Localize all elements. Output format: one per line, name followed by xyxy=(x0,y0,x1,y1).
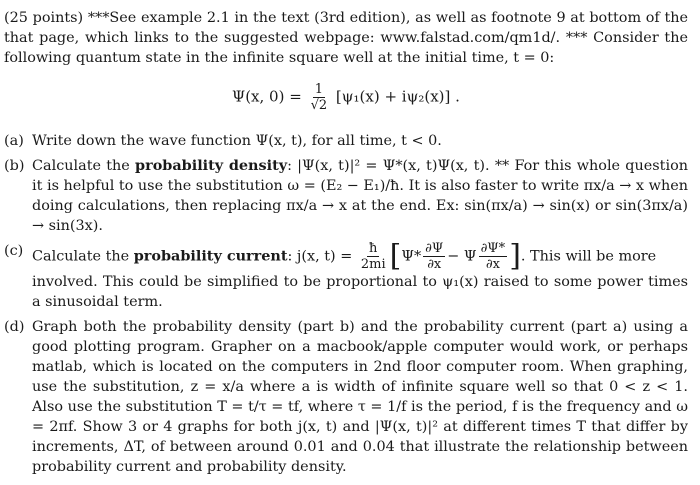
part-a-text: Write down the wave function Ψ(x, t), for all time, t < 0. xyxy=(32,133,442,149)
part-b-pre: Calculate the xyxy=(32,158,136,174)
points-label: (25 points) xyxy=(4,10,84,26)
dpsi-star: ∂Ψ* xyxy=(480,241,506,256)
dx: ∂x xyxy=(427,257,442,272)
dpsi: ∂Ψ xyxy=(425,241,444,256)
intro-text: ***See example 2.1 in the text (3rd edition), as well as footnote 9 at bottom of the that page, which links to the suggested webpage: www.falstad.com/qm1d/. *** Consider the following quantum state in the infinite square well at the initial time, t = 0: xyxy=(4,10,689,66)
part-a xyxy=(4,131,688,151)
part-b-bold: probability density xyxy=(135,157,288,174)
part-c-eq-lhs: : j(x, t) = xyxy=(287,248,353,265)
part-c-equation-line xyxy=(32,238,688,274)
hbar: ħ xyxy=(369,241,378,256)
part-c xyxy=(4,238,688,312)
part-d-label: (d) xyxy=(4,319,25,335)
dpsi-dx-fraction xyxy=(423,241,445,272)
fraction-numerator: 1 xyxy=(314,82,323,97)
part-c-bold: probability current xyxy=(133,247,288,265)
two-mi: 2mi xyxy=(360,257,386,272)
part-c-label: (c) xyxy=(4,243,24,259)
hbar-fraction xyxy=(359,241,388,272)
left-bracket: [ xyxy=(389,238,402,274)
fraction-denominator: √2 xyxy=(310,98,328,113)
right-bracket: ] xyxy=(509,238,521,274)
part-d xyxy=(4,317,688,477)
normalization-fraction xyxy=(309,82,330,113)
part-b xyxy=(4,156,688,236)
dx2: ∂x xyxy=(485,257,500,272)
part-c-text: involved. This could be simplified to be proportional to ψ₁(x) raised to some power times a sinusoidal term. xyxy=(32,274,688,310)
part-c-pre: Calculate the xyxy=(32,248,134,265)
part-b-text xyxy=(32,156,688,236)
psi-star: Ψ* xyxy=(401,248,422,265)
part-b-post: : |Ψ(x, t)|² = Ψ*(x, t)Ψ(x, t). ** For this whole question it is helpful to use the substitution ω = (E₂ − E₁)/ħ. It is also faster to write πx/a → x when doing calculations, then replacing πx/a → x at the end. Ex: sin(πx/a) → sin(x) or sin(3πx/a) → sin(3x). xyxy=(32,158,688,234)
equation-rhs: [ψ₁(x) + iψ₂(x)] . xyxy=(335,87,460,106)
minus-psi: − Ψ xyxy=(447,248,477,265)
part-a-label: (a) xyxy=(4,133,24,149)
dpsistar-dx-fraction xyxy=(479,241,508,272)
problem-intro xyxy=(4,8,688,68)
initial-state-equation xyxy=(4,82,688,113)
part-b-label: (b) xyxy=(4,158,25,174)
part-c-post-eq: . This will be more xyxy=(520,248,657,265)
part-d-text: Graph both the probability density (part b) and the probability current (part a) using a good plotting program. Grapher on a macbook/apple computer would work, or perhaps matlab, which is located on the computers in 2nd floor computer room. When graphing, use the substitution, z = x/a where a is width of infinite square well so that 0 < z < 1. Also use the substitution T = t/τ = tf, where τ = 1/f is the period, f is the frequency and ω = 2πf. Show 3 or 4 graphs for both j(x, t) and |Ψ(x, t)|² at different times T that differ by increments, ΔT, of between around 0.01 and 0.04 that illustrate the relationship between probability current and probability density. xyxy=(32,319,688,475)
equation-lhs: Ψ(x, 0) = xyxy=(232,87,302,106)
